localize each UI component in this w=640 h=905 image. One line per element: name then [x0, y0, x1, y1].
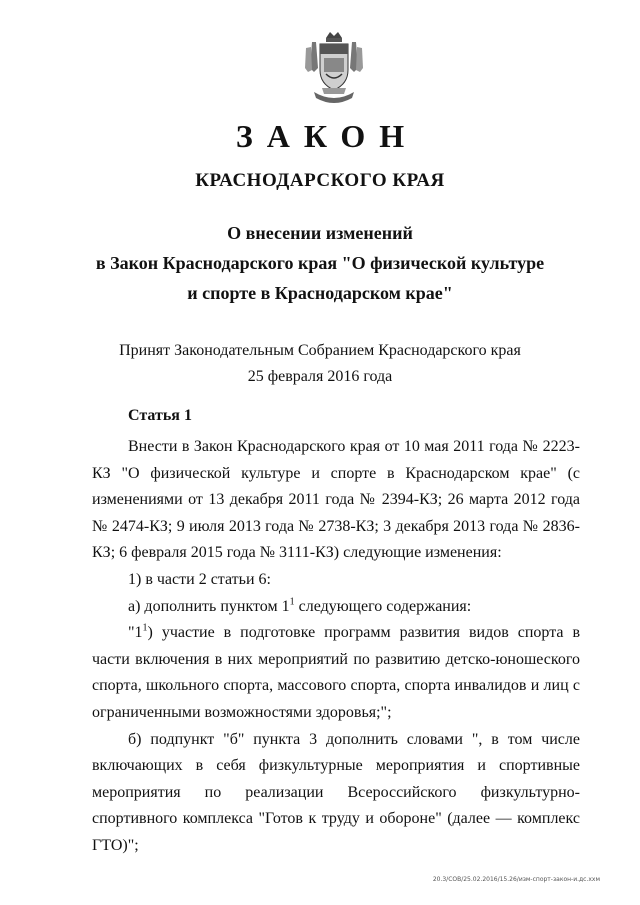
item-1: 1) в части 2 статьи 6:: [128, 570, 271, 588]
item-a-superscript: 1: [289, 596, 295, 608]
subject-line-2: в Закон Краснодарского края "О физической культуре: [95, 253, 545, 273]
subject-line-1: О внесении изменений: [227, 223, 413, 243]
adoption-info: [80, 338, 560, 390]
article-heading: Статья 1: [128, 407, 192, 424]
item-b: б) подпункт "б" пункта 3 дополнить словами ", в том числе включающих в себя физкультурные мероприятия и спортивные мероприятия по реализации Всероссийского физкультурно-спортивного комплекса "Готов к труду и обороне" (далее — комплекс ГТО)";: [92, 730, 580, 854]
subject-line-3: и спорте в Краснодарском крае": [187, 283, 453, 303]
law-title: ЗАКОН: [235, 118, 419, 154]
adoption-date: 25 февраля 2016 года: [247, 368, 393, 385]
file-code: 20.3/СОВ/25.02.2016/15.26/изм-спорт-закон-и.дс.ххм: [432, 876, 600, 883]
quote-prefix: "1: [128, 624, 143, 642]
law-subject: [80, 218, 560, 308]
article-body: [92, 434, 580, 860]
item-a: [92, 594, 580, 621]
quote-superscript: 1: [142, 622, 148, 634]
quote-text: ) участие в подготовке программ развития видов спорта в части включения в них мероприятий по развитию детско-юношеского спорта, школьного спорта, массового спорта, спорта инвалидов и лиц с ограниченными возможностями здоровья;";: [92, 624, 580, 721]
article-intro: Внести в Закон Краснодарского края от 10 мая 2011 года № 2223-КЗ "О физической культуре и спорте в Краснодарском крае" (с изменениями от 13 декабря 2011 года № 2394-КЗ; 26 марта 2012 года № 2474-КЗ; 9 июля 2013 года № 2738-КЗ; 3 декабря 2013 года № 2836-КЗ; 6 февраля 2015 года № 3111-КЗ) следующие изменения:: [92, 438, 580, 562]
quoted-point: [92, 620, 580, 726]
coat-of-arms-icon: [302, 28, 366, 108]
adoption-line-1: Принят Законодательным Собранием Краснодарского края: [119, 342, 521, 359]
region-title: КРАСНОДАРСКОГО КРАЯ: [195, 170, 445, 191]
item-a-suffix: следующего содержания:: [294, 597, 472, 615]
item-a-prefix: а) дополнить пунктом 1: [128, 597, 290, 615]
